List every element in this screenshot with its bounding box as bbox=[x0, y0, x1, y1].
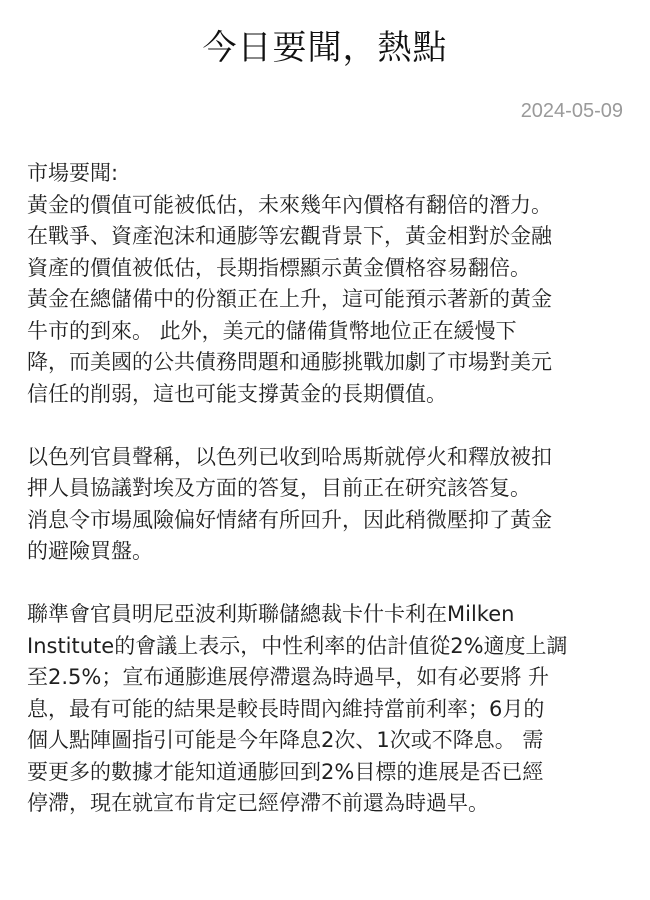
publish-date: 2024-05-09 bbox=[520, 100, 623, 122]
paragraph-line: 的避險買盤。 bbox=[27, 539, 153, 563]
paragraph-fed bbox=[27, 599, 627, 820]
paragraph-line: 信任的削弱，這也可能支撐黃金的長期價值。 bbox=[27, 381, 447, 406]
paragraph-line: 黃金的價值可能被低估，未來幾年內價格有翻倍的潛力。 bbox=[27, 192, 552, 217]
paragraph-line: 黃金在總儲備中的份額正在上升，這可能預示著新的黃金 bbox=[27, 287, 552, 311]
paragraph-line: 以色列官員聲稱，以色列已收到哈馬斯就停火和釋放被扣 bbox=[27, 444, 552, 469]
paragraph-line: 停滯，現在就宣布肯定已經停滯不前還為時過早。 bbox=[27, 791, 489, 815]
paragraph-line: 資產的價值被低估，長期指標顯示黃金價格容易翻倍。 bbox=[27, 255, 531, 280]
paragraph-line: 個人點陣圖指引可能是今年降息2次、1次或不降息。 需 bbox=[27, 728, 544, 752]
paragraph-line: 要更多的數據才能知道通膨回到2%目標的進展是否已經 bbox=[27, 759, 544, 784]
paragraph-line: 息，最有可能的結果是較長時間內維持當前利率；6月的 bbox=[27, 696, 545, 721]
section-label: 市場要聞: bbox=[27, 161, 119, 185]
paragraph-line: 降，而美國的公共債務問題和通膨挑戰加劇了市場對美元 bbox=[27, 350, 552, 374]
paragraph-line: 牛市的到來。 此外，美元的儲備貨幣地位正在緩慢下 bbox=[27, 318, 517, 343]
paragraph-line: 在戰爭、資產泡沫和通膨等宏觀背景下，黃金相對於金融 bbox=[27, 224, 552, 248]
paragraph-israel bbox=[27, 442, 627, 568]
paragraph-line: 聯準會官員明尼亞波利斯聯儲總裁卡什卡利在Milken bbox=[27, 602, 515, 626]
paragraph-line: 消息令市場風險偏好情緒有所回升，因此稍微壓抑了黃金 bbox=[27, 507, 552, 532]
paragraph-line: Institute的會議上表示，中性利率的估計值從2%適度上調 bbox=[27, 633, 568, 658]
article-body bbox=[27, 158, 627, 820]
paragraph-line: 押人員協議對埃及方面的答复，目前正在研究該答复。 bbox=[27, 476, 531, 500]
paragraph-gold bbox=[27, 190, 627, 411]
page-title: 今日要聞，熱點 bbox=[202, 28, 448, 68]
paragraph-line: 至2.5%；宣布通膨進展停滯還為時過早，如有必要將 升 bbox=[27, 665, 550, 689]
